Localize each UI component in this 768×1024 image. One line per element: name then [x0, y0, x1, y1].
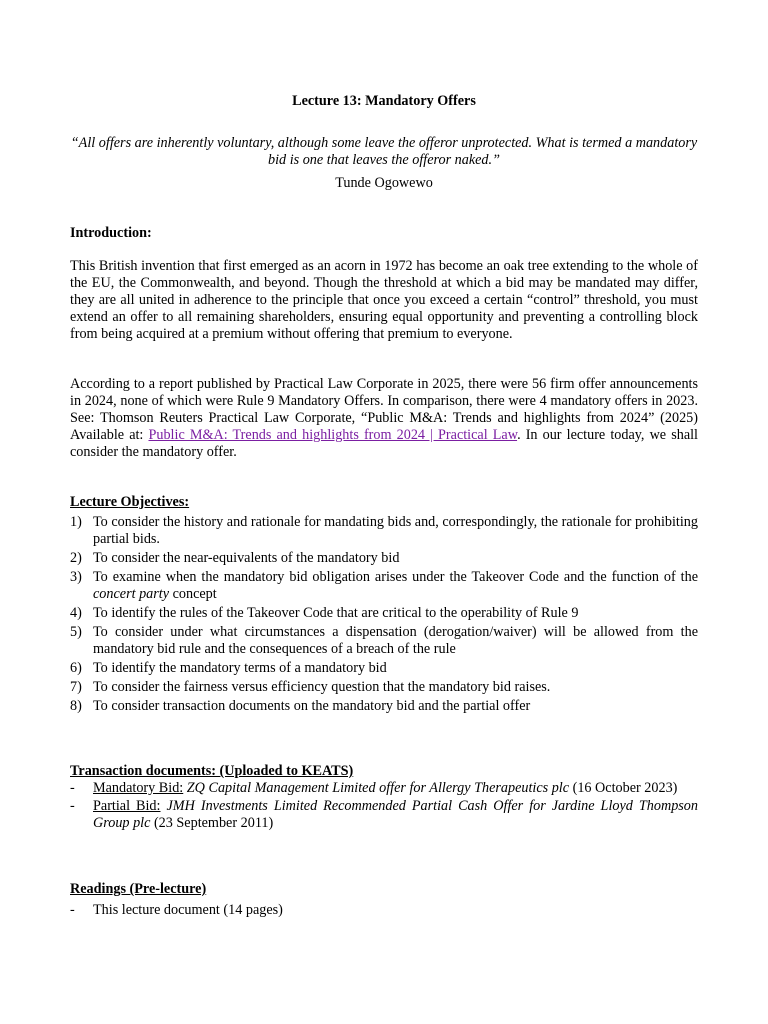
objectives-heading: Lecture Objectives:: [70, 494, 190, 510]
list-item: - This lecture document (14 pages): [70, 902, 283, 918]
list-item: 7) To consider the fairness versus efficiency question that the mandatory bid raises.: [70, 679, 551, 695]
list-item: 6) To identify the mandatory terms of a mandatory bid: [70, 660, 387, 676]
introduction-paragraph-1: This British invention that first emerged as an acorn in 1972 has become an oak tree extending to the whole of the EU, the Commonwealth, and beyond. Though the threshold at which a bid may be mandated may differ, they are all united in adherence to the principle that once you exceed a certain “control” threshold, you must extend an offer to all remaining shareholders, ensuring equal opportunity and preventing a controlling block from being acquired at a premium without offering that premium to everyone.: [70, 258, 698, 342]
epigraph-quote: “All offers are inherently voluntary, although some leave the offeror unprotected. What is termed a mandatory bid is one that leaves the offeror naked.”: [70, 135, 698, 168]
paragraph-2-tail: . In our lecture today, we shall consider the mandatory offer.: [70, 427, 699, 460]
list-item: 4) To identify the rules of the Takeover Code that are critical to the operability of Rule 9: [70, 605, 579, 621]
transactions-list: [70, 780, 698, 833]
epigraph-author: Tunde Ogowewo: [335, 175, 433, 191]
list-item: 3) To examine when the mandatory bid obligation arises under the Takeover Code and the function of the concert party concept: [70, 569, 698, 602]
readings-list: [70, 902, 698, 920]
readings-heading: Readings (Pre-lecture): [70, 881, 207, 897]
introduction-paragraph-2: [70, 376, 698, 461]
list-item: 2) To consider the near-equivalents of the mandatory bid: [70, 550, 400, 566]
paragraph-2-text: According to a report published by Practical Law Corporate in 2025, there were 56 firm offer announcements in 2024, none of which were Rule 9 Mandatory Offers. In comparison, there were 4 mandatory offers in 2023. See: Thomson Reuters Practical Law Corporate, “Public M&A: Trends and highlights from 2024” (2025) Available at:: [70, 376, 698, 443]
transactions-heading: Transaction documents: (Uploaded to KEATS): [70, 763, 354, 779]
list-item: 1) To consider the history and rationale for mandating bids and, correspondingly, the rationale for prohibiting partial bids.: [70, 514, 698, 547]
list-item: 5) To consider under what circumstances a dispensation (derogation/waiver) will be allowed from the mandatory bid rule and the consequences of a breach of the rule: [70, 624, 698, 657]
list-item: - Partial Bid: JMH Investments Limited Recommended Partial Cash Offer for Jardine Lloyd Thompson Group plc (23 September 2011): [70, 798, 698, 831]
page-title: Lecture 13: Mandatory Offers: [292, 93, 476, 109]
list-item: - Mandatory Bid: ZQ Capital Management Limited offer for Allergy Therapeutics plc (16 October 2023): [70, 780, 678, 796]
practical-law-link[interactable]: Public M&A: Trends and highlights from 2024 | Practical Law: [148, 427, 518, 443]
list-item: 8) To consider transaction documents on the mandatory bid and the partial offer: [70, 698, 531, 714]
introduction-heading: Introduction:: [70, 225, 152, 241]
objectives-list: [70, 514, 698, 717]
